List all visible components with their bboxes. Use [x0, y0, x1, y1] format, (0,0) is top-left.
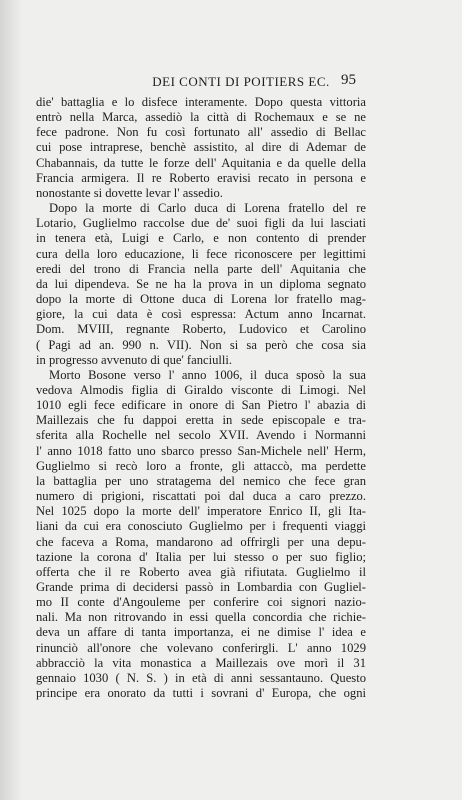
text-line: eredi del trono di Francia nella parte dell' Aquitania che	[36, 261, 366, 276]
text-line: cui pose intraprese, benchè assistito, al dire di Ademar de	[36, 140, 366, 155]
text-line: numero di prigioni, riscattati poi dal duca a caro prezzo.	[36, 489, 366, 504]
text-line: mo II conte d'Angouleme per conferire coi signori nazio-	[36, 595, 366, 610]
text-line: l' anno 1018 fatto uno sbarco presso San-Michele nell' Herm,	[36, 443, 366, 458]
text-line: nali. Ma non ritrovando in essi quella concordia che richie-	[36, 610, 366, 625]
text-line: la battaglia per uno stratagema del nemico che fece gran	[36, 473, 366, 488]
page-number: 95	[341, 72, 356, 88]
text-line: principe era onorato da tutti i sovrani d' Europa, che ogni	[36, 686, 366, 701]
text-line: gennaio 1030 ( N. S. ) in età di anni sessantauno. Questo	[36, 670, 366, 685]
text-line: giore, la cui data è così espressa: Actum anno Incarnat.	[36, 307, 366, 322]
text-line: Chabannais, da tutte le forze dell' Aquitania e da quelle della	[36, 155, 366, 170]
text-line: Nel 1025 dopo la morte dell' imperatore Enrico II, gli Ita-	[36, 504, 366, 519]
text-line: abbracciò la vita monastica a Maillezais ove morì il 31	[36, 655, 366, 670]
text-line: nonostante si dovette levar l' assedio.	[36, 185, 223, 200]
text-line: Dom. MVIII, regnante Roberto, Ludovico et Carolino	[36, 322, 366, 337]
text-line: cura della loro educazione, li fece riconoscere per legittimi	[36, 246, 366, 261]
text-line: sferita alla Rochelle nel secolo XVII. Avendo i Normanni	[36, 428, 366, 443]
text-line: da lui dipendeva. Se ne ha la prova in un diploma segnato	[36, 276, 366, 291]
text-line: Lotario, Guglielmo raccolse due de' suoi figli da lui lasciati	[36, 216, 366, 231]
running-title: DEI CONTI DI POITIERS EC.	[152, 74, 330, 89]
text-line: vedova Almodis figlia di Giraldo visconte di Limogi. Nel	[36, 382, 366, 397]
page-gutter-shadow	[0, 0, 22, 800]
text-line: in progresso avvenuto di que' fanciulli.	[36, 352, 233, 367]
text-line: 1010 egli fece edificare in onore di San Pietro l' abazia di	[36, 398, 366, 413]
text-line: ( Pagi ad an. 990 n. VII). Non si sa però che cosa sia	[36, 337, 366, 352]
text-line: Francia armigera. Il re Roberto eravisi recato in persona e	[36, 170, 366, 185]
text-line: fece padrone. Non fu così fortunato all' assedio di Bellac	[36, 125, 366, 140]
text-line: deva un affare di tanta importanza, ei ne dimise l' idea e	[36, 625, 366, 640]
text-line: in tenera età, Luigi e Carlo, e non contento di prender	[36, 231, 366, 246]
text-line: liani da cui era conosciuto Guglielmo per i frequenti viaggi	[36, 519, 366, 534]
text-line: Morto Bosone verso l' anno 1006, il duca sposò la sua	[49, 367, 366, 382]
text-line: rinunciò all'onore che volevano conferirgli. L' anno 1029	[36, 640, 366, 655]
text-line: Grande prima di decidersi passò in Lombardia con Gugliel-	[36, 580, 366, 594]
text-line: Guglielmo si recò loro a fronte, gli attaccò, ma perdette	[36, 458, 366, 473]
text-line: offerta che il re Roberto avea già rifiutata. Guglielmo il	[36, 564, 366, 579]
body-text	[36, 95, 366, 701]
text-line: tazione la corona d' Italia per lui stesso o per suo figlio;	[36, 549, 366, 564]
text-line: dopo la morte di Ottone duca di Lorena lor fratello mag-	[36, 292, 366, 307]
text-line: entrò nella Marca, assediò la città di Rochemaux e se ne	[36, 110, 366, 125]
text-line: che faceva a Roma, mandarono ad offrirgli per una depu-	[36, 534, 366, 549]
text-line: Maillezais che fu dappoi eretta in sede episcopale e tra-	[36, 413, 366, 428]
text-line: Dopo la morte di Carlo duca di Lorena fratello del re	[49, 201, 366, 216]
text-line: die' battaglia e lo disfece interamente. Dopo questa vittoria	[36, 95, 366, 109]
